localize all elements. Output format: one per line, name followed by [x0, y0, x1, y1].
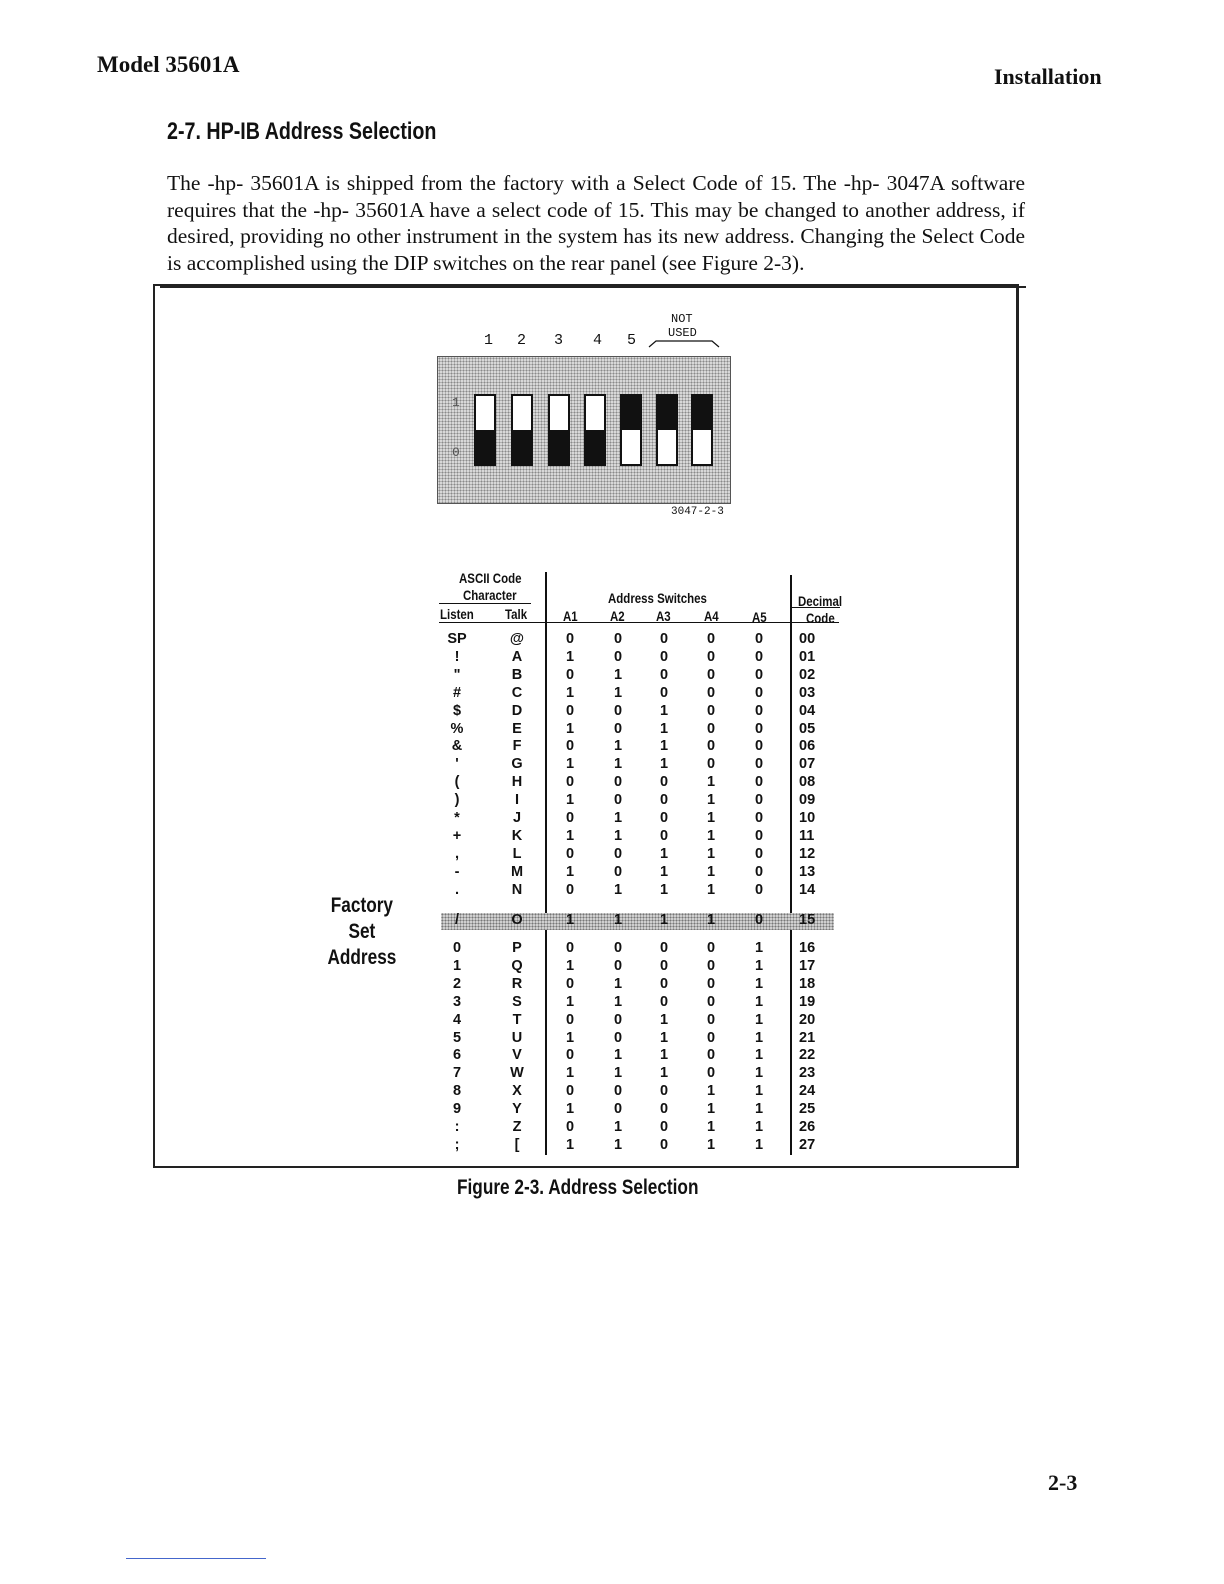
cell-code: 27: [799, 1136, 816, 1153]
cell-a3: 0: [659, 940, 669, 956]
cell-a1: 1: [565, 993, 575, 1010]
cell-code: 10: [799, 810, 816, 826]
cell-a2: 1: [613, 756, 623, 773]
cell-a5: 0: [754, 720, 764, 737]
cell-talk: G: [511, 756, 523, 773]
decimal-header-rule: [792, 607, 840, 608]
cell-talk: A: [511, 648, 523, 665]
dip-switch-block: [437, 356, 731, 504]
cell-talk: Z: [512, 1119, 522, 1135]
cell-listen: .: [454, 881, 460, 898]
cell-talk: U: [511, 1029, 523, 1046]
dip-switch-2: [511, 394, 533, 466]
cell-code: 16: [799, 940, 816, 956]
cell-code: 03: [799, 684, 816, 701]
cell-a2: 0: [613, 792, 623, 809]
cell-a5: 1: [754, 957, 764, 974]
cell-talk: K: [511, 827, 523, 844]
cell-a5: 1: [754, 1101, 764, 1118]
not-used-bracket: [648, 338, 720, 348]
dip-switch-knob: [586, 430, 604, 464]
cell-a4: 0: [706, 1029, 716, 1046]
cell-a2: 1: [613, 684, 623, 701]
cell-listen: +: [452, 827, 462, 844]
table-divider-right: [790, 575, 792, 1155]
cell-a2: 0: [613, 720, 623, 737]
cell-a2: 0: [613, 957, 623, 974]
cell-a3: 1: [659, 912, 669, 928]
cell-a3: 0: [659, 1136, 669, 1153]
cell-a2: 0: [613, 863, 623, 880]
cell-listen: ": [453, 666, 461, 683]
cell-code: 14: [799, 881, 816, 898]
cell-a3: 0: [659, 792, 669, 809]
factory-set-address-label: [325, 893, 399, 971]
switch-number-5: 5: [627, 332, 637, 349]
cell-talk: P: [512, 940, 522, 956]
cell-a1: 0: [565, 738, 575, 755]
cell-listen: 9: [452, 1101, 462, 1118]
cell-code: 17: [799, 957, 816, 974]
cell-a4: 1: [706, 774, 716, 791]
cell-a5: 1: [754, 1083, 764, 1100]
cell-listen: 3: [452, 993, 462, 1010]
col-header-a3: A3: [656, 608, 671, 624]
cell-talk: J: [512, 810, 522, 826]
cell-a5: 0: [754, 702, 764, 719]
cell-listen: ,: [454, 845, 460, 862]
cell-talk: T: [512, 1011, 522, 1028]
cell-a2: 1: [613, 738, 623, 755]
cell-listen: 4: [452, 1011, 462, 1028]
col-header-listen: Listen: [440, 606, 474, 622]
cell-a3: 0: [659, 1101, 669, 1118]
cell-a1: 1: [565, 648, 575, 665]
cell-talk: S: [512, 993, 522, 1010]
cell-code: 23: [799, 1065, 816, 1082]
figure-code: 3047-2-3: [671, 506, 724, 518]
cell-a2: 0: [613, 1029, 623, 1046]
cell-a5: 1: [754, 1119, 764, 1135]
cell-a3: 1: [659, 756, 669, 773]
cell-a5: 0: [754, 738, 764, 755]
cell-talk: Y: [512, 1101, 522, 1118]
factory-label-line3: Address: [327, 946, 397, 969]
cell-a5: 0: [754, 810, 764, 826]
cell-a3: 0: [659, 648, 669, 665]
cell-code: 26: [799, 1119, 816, 1135]
cell-a2: 1: [613, 1047, 623, 1064]
cell-a3: 0: [659, 1119, 669, 1135]
cell-a5: 0: [754, 684, 764, 701]
cell-a2: 0: [613, 1011, 623, 1028]
cell-talk: I: [514, 792, 520, 809]
section-heading: 2-7. HP-IB Address Selection: [167, 118, 437, 145]
not-used-label-line2: USED: [668, 326, 697, 340]
cell-a3: 1: [659, 738, 669, 755]
cell-code: 11: [799, 827, 815, 844]
cell-code: 24: [799, 1083, 816, 1100]
model-header: Model 35601A: [97, 52, 240, 77]
cell-a5: 0: [754, 792, 764, 809]
cell-a5: 0: [754, 756, 764, 773]
cell-a2: 0: [613, 1101, 623, 1118]
cell-a1: 0: [565, 975, 575, 992]
cell-a5: 0: [754, 881, 764, 898]
cell-a4: 1: [706, 810, 716, 826]
cell-a3: 0: [659, 774, 669, 791]
figure-caption: Figure 2-3. Address Selection: [457, 1176, 699, 1199]
cell-a3: 1: [659, 1029, 669, 1046]
cell-a3: 0: [659, 975, 669, 992]
col-header-a2: A2: [610, 608, 625, 624]
cell-a1: 1: [565, 957, 575, 974]
cell-a2: 1: [613, 1065, 623, 1082]
cell-talk: N: [511, 881, 523, 898]
cell-listen: ): [454, 792, 460, 809]
cell-a1: 1: [565, 1101, 575, 1118]
cell-talk: M: [510, 863, 524, 880]
cell-a4: 1: [706, 827, 716, 844]
switch-number-3: 3: [554, 332, 564, 349]
cell-a1: 0: [565, 702, 575, 719]
cell-listen: 6: [452, 1047, 462, 1064]
section-header: Installation: [994, 64, 1102, 89]
cell-code: 06: [799, 738, 816, 755]
cell-listen: &: [451, 738, 463, 755]
cell-a5: 1: [754, 1029, 764, 1046]
cell-a2: 0: [613, 1083, 623, 1100]
cell-talk: Q: [511, 957, 523, 974]
cell-code: 07: [799, 756, 816, 773]
cell-talk: D: [511, 702, 523, 719]
cell-a4: 0: [706, 738, 716, 755]
cell-a1: 1: [565, 1029, 575, 1046]
cell-a5: 1: [754, 1011, 764, 1028]
cell-listen: *: [454, 810, 460, 826]
dip-switch-4: [584, 394, 606, 466]
cell-a5: 0: [754, 863, 764, 880]
ascii-header-line1: ASCII Code: [459, 570, 522, 586]
cell-listen: 2: [452, 975, 462, 992]
col-header-a1: A1: [563, 608, 578, 624]
cell-talk: W: [510, 1065, 524, 1082]
cell-code: 12: [799, 845, 816, 862]
cell-listen: %: [450, 720, 464, 737]
cell-code: 05: [799, 720, 816, 737]
cell-code: 01: [799, 648, 816, 665]
cell-a4: 0: [706, 720, 716, 737]
cell-code: 20: [799, 1011, 816, 1028]
decimal-header-line1: Decimal: [798, 593, 843, 609]
cell-a1: 1: [565, 863, 575, 880]
cell-a1: 1: [565, 1136, 575, 1153]
cell-talk: O: [511, 912, 523, 928]
cell-listen: #: [452, 684, 462, 701]
cell-a1: 1: [565, 792, 575, 809]
cell-talk: R: [511, 975, 523, 992]
cell-listen: :: [454, 1119, 460, 1135]
cell-a4: 1: [706, 1101, 716, 1118]
cell-a4: 0: [706, 666, 716, 683]
cell-talk: [: [514, 1136, 520, 1153]
cell-a1: 1: [565, 912, 575, 928]
cell-a5: 0: [754, 912, 764, 928]
cell-a4: 0: [706, 940, 716, 956]
cell-a1: 1: [565, 1065, 575, 1082]
cell-listen: 8: [452, 1083, 462, 1100]
cell-a1: 1: [565, 756, 575, 773]
cell-a2: 0: [613, 774, 623, 791]
cell-a3: 1: [659, 863, 669, 880]
cell-talk: B: [511, 666, 523, 683]
cell-a1: 0: [565, 666, 575, 683]
cell-a4: 0: [706, 957, 716, 974]
dip-switch-5: [620, 394, 642, 466]
cell-a2: 1: [613, 666, 623, 683]
cell-a4: 0: [706, 684, 716, 701]
cell-a1: 0: [565, 1047, 575, 1064]
cell-talk: L: [512, 845, 522, 862]
state-label-zero: 0: [452, 445, 460, 460]
cell-a4: 1: [706, 1136, 716, 1153]
cell-code: 21: [799, 1029, 816, 1046]
cell-a4: 0: [706, 1047, 716, 1064]
cell-a4: 0: [706, 756, 716, 773]
switch-number-1: 1: [484, 332, 494, 349]
cell-code: 22: [799, 1047, 816, 1064]
cell-a3: 1: [659, 1011, 669, 1028]
footer-rule: [126, 1558, 266, 1559]
cell-a1: 0: [565, 1083, 575, 1100]
cell-a4: 1: [706, 845, 716, 862]
cell-a5: 1: [754, 940, 764, 956]
dip-switch-knob: [550, 430, 568, 464]
cell-a2: 1: [613, 827, 623, 844]
cell-a5: 1: [754, 975, 764, 992]
ascii-header-line2: Character: [463, 587, 517, 603]
cell-a4: 0: [706, 993, 716, 1010]
cell-a3: 1: [659, 702, 669, 719]
not-used-label-line1: NOT: [671, 312, 693, 326]
cell-a2: 1: [613, 993, 623, 1010]
cell-a2: 1: [613, 912, 623, 928]
address-switches-header: Address Switches: [608, 590, 707, 606]
cell-a3: 0: [659, 810, 669, 826]
cell-a1: 0: [565, 774, 575, 791]
cell-listen: 0: [452, 940, 462, 956]
cell-a3: 0: [659, 666, 669, 683]
cell-a3: 1: [659, 1047, 669, 1064]
cell-a3: 0: [659, 631, 669, 647]
dip-switch-1: [474, 394, 496, 466]
cell-code: 09: [799, 792, 816, 809]
cell-listen: ': [455, 756, 459, 773]
cell-code: 08: [799, 774, 816, 791]
state-label-one: 1: [452, 395, 460, 410]
cell-listen: -: [454, 863, 460, 880]
cell-a5: 1: [754, 1136, 764, 1153]
cell-a5: 0: [754, 666, 764, 683]
cell-a5: 0: [754, 827, 764, 844]
switch-number-2: 2: [517, 332, 527, 349]
cell-listen: 7: [452, 1065, 462, 1082]
cell-a4: 0: [706, 1011, 716, 1028]
table-divider-left: [545, 572, 547, 1155]
cell-a3: 0: [659, 827, 669, 844]
dip-switch-knob: [476, 430, 494, 464]
factory-label-line2: Set: [348, 920, 376, 943]
cell-talk: @: [509, 631, 525, 647]
cell-a3: 1: [659, 720, 669, 737]
switch-number-4: 4: [593, 332, 603, 349]
cell-code: 02: [799, 666, 816, 683]
cell-talk: F: [512, 738, 522, 755]
cell-a3: 0: [659, 993, 669, 1010]
cell-code: 18: [799, 975, 816, 992]
cell-a4: 0: [706, 648, 716, 665]
cell-a2: 1: [613, 1136, 623, 1153]
dip-switch-7: [691, 394, 713, 466]
cell-a2: 1: [613, 810, 623, 826]
dip-switch-6: [656, 394, 678, 466]
cell-code: 13: [799, 863, 816, 880]
cell-code: 04: [799, 702, 816, 719]
col-header-talk: Talk: [505, 606, 528, 622]
cell-a4: 1: [706, 1119, 716, 1135]
cell-a3: 0: [659, 1083, 669, 1100]
cell-a2: 1: [613, 975, 623, 992]
dip-switch-knob: [693, 396, 711, 430]
cell-a5: 0: [754, 648, 764, 665]
cell-code: 15: [799, 912, 816, 928]
cell-a4: 1: [706, 1083, 716, 1100]
cell-a1: 0: [565, 845, 575, 862]
dip-switch-knob: [658, 396, 676, 430]
cell-a4: 0: [706, 975, 716, 992]
cell-a1: 1: [565, 720, 575, 737]
cell-a1: 0: [565, 881, 575, 898]
cell-listen: ;: [454, 1136, 460, 1153]
cell-a4: 1: [706, 912, 716, 928]
dip-switch-3: [548, 394, 570, 466]
cell-a2: 0: [613, 631, 623, 647]
cell-a4: 1: [706, 881, 716, 898]
cell-code: 25: [799, 1101, 816, 1118]
page-number: 2-3: [1048, 1470, 1078, 1495]
cell-a1: 1: [565, 827, 575, 844]
cell-a2: 0: [613, 940, 623, 956]
cell-a1: 0: [565, 810, 575, 826]
cell-a5: 1: [754, 1047, 764, 1064]
cell-listen: SP: [447, 631, 467, 647]
cell-listen: $: [452, 702, 462, 719]
cell-listen: /: [454, 912, 460, 928]
cell-a4: 1: [706, 863, 716, 880]
cell-a2: 0: [613, 845, 623, 862]
col-header-a4: A4: [704, 608, 719, 624]
cell-listen: (: [454, 774, 460, 791]
cell-a1: 1: [565, 684, 575, 701]
factory-set-row-highlight: [441, 913, 834, 930]
cell-talk: V: [512, 1047, 522, 1064]
cell-a4: 1: [706, 792, 716, 809]
cell-a2: 0: [613, 648, 623, 665]
ascii-header-rule: [439, 603, 531, 604]
cell-a1: 0: [565, 940, 575, 956]
cell-a3: 1: [659, 881, 669, 898]
col-header-a5: A5: [752, 609, 767, 625]
cell-a5: 1: [754, 1065, 764, 1082]
cell-a2: 1: [613, 881, 623, 898]
cell-code: 00: [799, 631, 816, 647]
body-paragraph: The -hp- 35601A is shipped from the factory with a Select Code of 15. The -hp- 3047A software requires that the -hp- 35601A have a select code of 15. This may be changed to another address, if desired, providing no other instrument in the system has its new address. Changing the Select Code is accomplished using the DIP switches on the rear panel (see Figure 2-3).: [167, 171, 1025, 275]
cell-a5: 0: [754, 631, 764, 647]
cell-a1: 0: [565, 631, 575, 647]
cell-a4: 0: [706, 702, 716, 719]
cell-talk: E: [512, 720, 522, 737]
cell-a3: 1: [659, 845, 669, 862]
cell-listen: 1: [452, 957, 462, 974]
cell-a3: 1: [659, 1065, 669, 1082]
factory-label-line1: Factory: [330, 894, 393, 917]
cell-talk: H: [511, 774, 523, 791]
cell-a5: 0: [754, 845, 764, 862]
cell-code: 19: [799, 993, 816, 1010]
cell-a3: 0: [659, 957, 669, 974]
cell-a5: 1: [754, 993, 764, 1010]
cell-a2: 0: [613, 702, 623, 719]
cell-a4: 0: [706, 1065, 716, 1082]
cell-a1: 0: [565, 1119, 575, 1135]
decimal-header-line2: Code: [806, 610, 835, 626]
cell-talk: X: [512, 1083, 522, 1100]
dip-switch-knob: [513, 430, 531, 464]
cell-a3: 0: [659, 684, 669, 701]
column-header-rule: [439, 622, 839, 623]
cell-listen: !: [454, 648, 460, 665]
cell-talk: C: [511, 684, 523, 701]
cell-a4: 0: [706, 631, 716, 647]
dip-switch-knob: [622, 396, 640, 430]
cell-a5: 0: [754, 774, 764, 791]
cell-listen: 5: [452, 1029, 462, 1046]
cell-a2: 1: [613, 1119, 623, 1135]
cell-a1: 0: [565, 1011, 575, 1028]
